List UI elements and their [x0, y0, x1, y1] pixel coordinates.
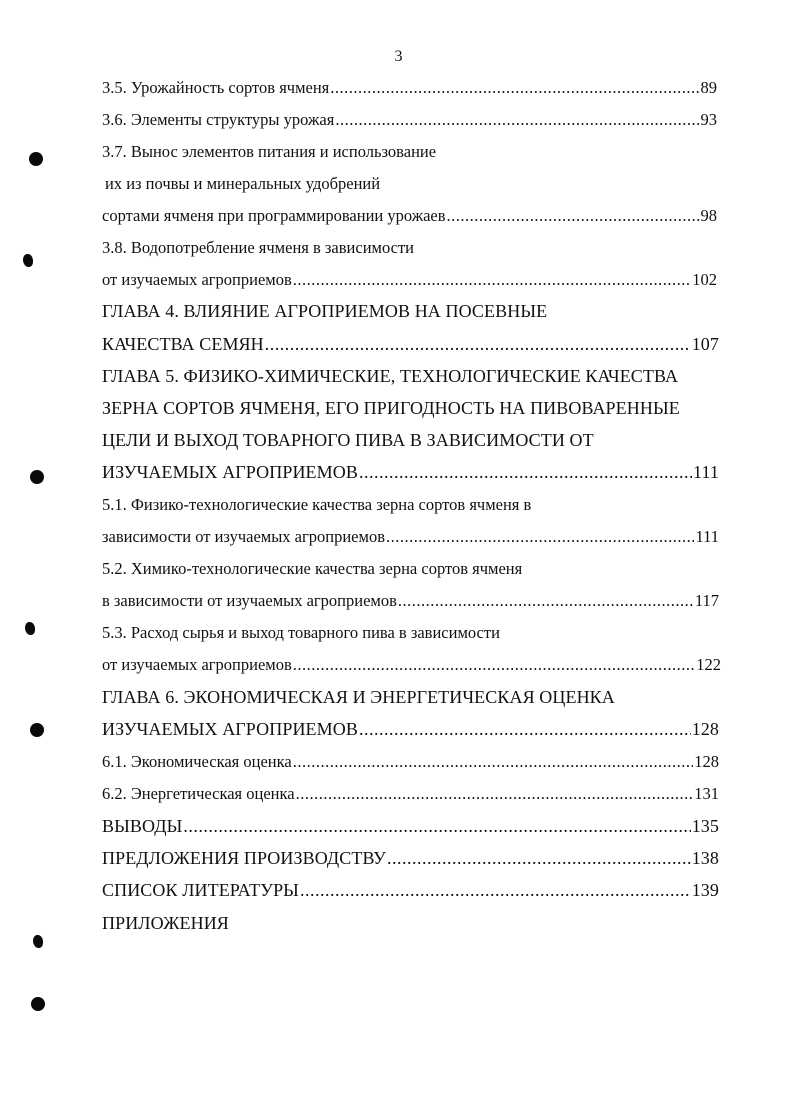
toc-entry-3-7-line2: их из почвы и минеральных удобрений	[105, 174, 381, 193]
toc-references[interactable]	[102, 879, 719, 901]
toc-entry-title: от изучаемых агроприемов	[102, 270, 292, 289]
toc-entry-page: 111	[695, 527, 719, 546]
toc-entry-3-8-line1: 3.8. Водопотребление ячменя в зависимости	[102, 238, 414, 257]
toc-entry-page: 138	[691, 848, 719, 868]
toc-entry-page: 122	[696, 655, 721, 674]
toc-chapter-5-line1: ГЛАВА 5. ФИЗИКО-ХИМИЧЕСКИЕ, ТЕХНОЛОГИЧЕСКИЕ КАЧЕСТВА	[102, 366, 679, 386]
page-number: 3	[394, 48, 403, 65]
toc-entry-page: 117	[694, 591, 719, 610]
binding-hole-mark	[30, 723, 44, 737]
binding-hole-mark	[31, 997, 45, 1011]
toc-entry-page: 135	[691, 816, 719, 836]
toc-entry-3-8[interactable]	[102, 269, 717, 291]
toc-entry-page: 128	[691, 719, 719, 739]
toc-appendices[interactable]: ПРИЛОЖЕНИЯ	[102, 913, 229, 933]
toc-chapter-6-line1: ГЛАВА 6. ЭКОНОМИЧЕСКАЯ И ЭНЕРГЕТИЧЕСКАЯ ОЦЕНКА	[102, 687, 615, 707]
toc-entry-5-1-line1: 5.1. Физико-технологические качества зерна сортов ячменя в	[102, 495, 532, 514]
toc-entry-5-3-line1: 5.3. Расход сырья и выход товарного пива в зависимости	[102, 623, 500, 642]
toc-entry-5-2[interactable]	[102, 590, 719, 612]
toc-entry-page: 89	[700, 78, 717, 97]
toc-entry-title: ИЗУЧАЕМЫХ АГРОПРИЕМОВ	[102, 462, 358, 482]
toc-dot-leader	[359, 718, 691, 740]
toc-entry-title: СПИСОК ЛИТЕРАТУРЫ	[102, 880, 299, 900]
toc-entry-title: сортами ячменя при программировании урожаев	[102, 206, 446, 225]
toc-entry-title: 6.2. Энергетическая оценка	[102, 784, 295, 803]
binding-hole-mark	[30, 470, 44, 484]
toc-dot-leader	[335, 109, 699, 131]
toc-entry-3-5[interactable]	[102, 77, 717, 99]
toc-dot-leader	[386, 526, 694, 548]
toc-dot-leader	[293, 269, 691, 291]
toc-entry-title: КАЧЕСТВА СЕМЯН	[102, 334, 264, 354]
toc-entry-page: 98	[700, 206, 717, 225]
toc-entry-5-2-line1: 5.2. Химико-технологические качества зерна сортов ячменя	[102, 559, 523, 578]
toc-entry-page: 111	[693, 462, 719, 482]
toc-dot-leader	[359, 461, 692, 483]
toc-chapter-4[interactable]	[102, 333, 719, 355]
toc-entry-title: зависимости от изучаемых агроприемов	[102, 527, 385, 546]
toc-entry-6-2[interactable]	[102, 783, 719, 805]
toc-chapter-4-line1: ГЛАВА 4. ВЛИЯНИЕ АГРОПРИЕМОВ НА ПОСЕВНЫЕ	[102, 301, 548, 321]
toc-entry-title: 3.5. Урожайность сортов ячменя	[102, 78, 330, 97]
toc-dot-leader	[265, 333, 691, 355]
toc-dot-leader	[183, 815, 690, 837]
binding-hole-mark	[23, 254, 33, 267]
toc-dot-leader	[330, 77, 699, 99]
toc-entry-title: от изучаемых агроприемов	[102, 655, 292, 674]
toc-entry-page: 93	[700, 110, 717, 129]
toc-dot-leader	[296, 783, 694, 805]
toc-entry-page: 131	[694, 784, 719, 803]
toc-chapter-5-line3: ЦЕЛИ И ВЫХОД ТОВАРНОГО ПИВА В ЗАВИСИМОСТИ ОТ	[102, 430, 594, 450]
toc-entry-title: ВЫВОДЫ	[102, 816, 183, 836]
toc-entry-title: в зависимости от изучаемых агроприемов	[102, 591, 397, 610]
toc-dot-leader	[293, 654, 695, 676]
toc-entry-5-1[interactable]	[102, 526, 719, 548]
binding-hole-mark	[29, 152, 43, 166]
toc-entry-title: ИЗУЧАЕМЫХ АГРОПРИЕМОВ	[102, 719, 358, 739]
toc-entry-title: 6.1. Экономическая оценка	[102, 752, 292, 771]
toc-dot-leader	[447, 205, 700, 227]
toc-entry-title: 3.6. Элементы структуры урожая	[102, 110, 335, 129]
toc-entry-page: 128	[694, 752, 719, 771]
toc-chapter-6[interactable]	[102, 718, 719, 740]
toc-entry-page: 139	[691, 880, 719, 900]
toc-dot-leader	[293, 751, 694, 773]
toc-dot-leader	[398, 590, 694, 612]
toc-entry-5-3[interactable]	[102, 654, 721, 676]
toc-entry-title: ПРЕДЛОЖЕНИЯ ПРОИЗВОДСТВУ	[102, 848, 386, 868]
toc-proposals[interactable]	[102, 847, 719, 869]
toc-entry-3-6[interactable]	[102, 109, 717, 131]
binding-hole-mark	[25, 622, 35, 635]
toc-entry-3-7[interactable]	[102, 205, 717, 227]
toc-entry-page: 102	[692, 270, 717, 289]
toc-dot-leader	[300, 879, 691, 901]
toc-entry-6-1[interactable]	[102, 751, 719, 773]
toc-dot-leader	[387, 847, 691, 869]
toc-entry-3-7-line1: 3.7. Вынос элементов питания и использование	[102, 142, 437, 161]
toc-chapter-5-line2: ЗЕРНА СОРТОВ ЯЧМЕНЯ, ЕГО ПРИГОДНОСТЬ НА ПИВОВАРЕННЫЕ	[102, 398, 680, 418]
binding-hole-mark	[33, 935, 43, 948]
toc-chapter-5[interactable]	[102, 461, 719, 483]
toc-entry-page: 107	[691, 334, 719, 354]
toc-conclusions[interactable]	[102, 815, 719, 837]
